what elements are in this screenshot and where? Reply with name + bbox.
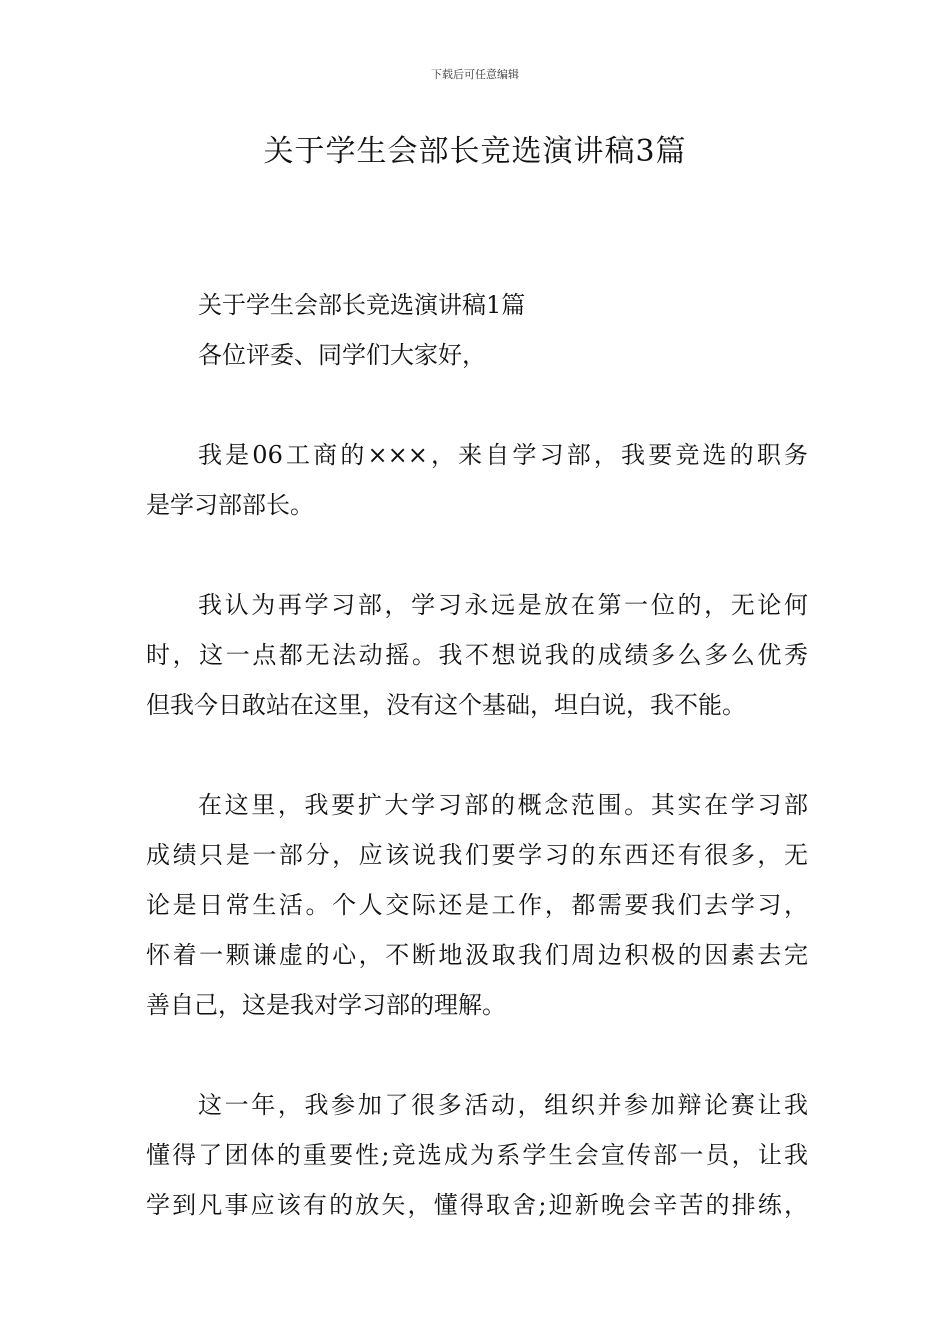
document-body <box>146 280 808 1230</box>
paragraph-line: 懂得了团体的重要性;竞选成为系学生会宣传部一员，让我 <box>146 1141 808 1169</box>
paragraph-line: 我是06工商的×××，来自学习部，我要竞选的职务 <box>198 441 808 469</box>
paragraph-line: 论是日常生活。个人交际还是工作，都需要我们去学习， <box>146 891 808 919</box>
paragraph-gap <box>146 730 808 780</box>
paragraph-gap <box>146 530 808 580</box>
greeting-line: 各位评委、同学们大家好， <box>198 341 486 369</box>
paragraph-line: 时，这一点都无法动摇。我不想说我的成绩多么多么优秀 <box>146 641 808 669</box>
paragraph-line: 学到凡事应该有的放矢，懂得取舍;迎新晚会辛苦的排练， <box>146 1191 808 1219</box>
paragraph-line: 怀着一颗谦虚的心，不断地汲取我们周边积极的因素去完 <box>146 941 808 969</box>
paragraph-line: 成绩只是一部分，应该说我们要学习的东西还有很多，无 <box>146 841 808 869</box>
paragraph-line: 我认为再学习部，学习永远是放在第一位的，无论何 <box>198 591 808 619</box>
paragraph-line: 是学习部部长。 <box>146 491 314 519</box>
paragraph-line: 但我今日敢站在这里，没有这个基础，坦白说，我不能。 <box>146 691 746 719</box>
subtitle-line: 关于学生会部长竞选演讲稿1篇 <box>198 291 526 319</box>
header-note: 下载后可任意编辑 <box>431 68 519 81</box>
paragraph-gap <box>146 380 808 430</box>
paragraph-line: 善自己，这是我对学习部的理解。 <box>146 991 506 1019</box>
paragraph-gap <box>146 1030 808 1080</box>
paragraph-line: 在这里，我要扩大学习部的概念范围。其实在学习部 <box>198 791 808 819</box>
paragraph-line: 这一年，我参加了很多活动，组织并参加辩论赛让我 <box>198 1091 808 1119</box>
document-title: 关于学生会部长竞选演讲稿3篇 <box>263 134 687 169</box>
